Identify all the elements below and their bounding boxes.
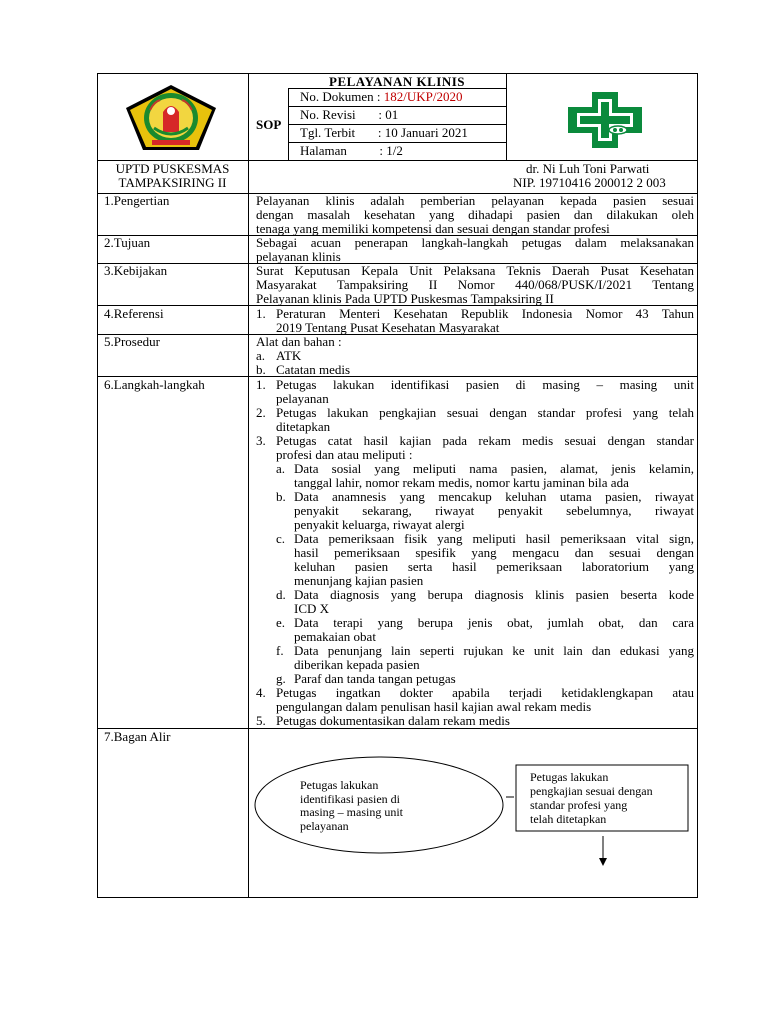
list-marker: a. (256, 348, 266, 363)
flowchart-box-text (530, 770, 653, 826)
list-marker: d. (276, 587, 286, 602)
flowchart-arrow-head (599, 858, 607, 866)
text-line: Data diagnosis yang berupa diagnosis klinis pasien beserta kode (294, 587, 694, 602)
text-line: Data sosial yang meliputi nama pasien, alamat, jenis kelamin, (294, 461, 694, 476)
substep-f (294, 644, 694, 672)
list-marker: f. (276, 643, 284, 658)
text-line: Data terapi yang berupa jenis obat, jumlah obat, dan cara (294, 615, 694, 630)
text-line: tanggal lahir, nomor rekam medis, nomor kartu jaminan bila ada (294, 475, 629, 490)
logo-column-divider (506, 73, 507, 161)
text-line: keluhan pasien serta hasil pemeriksaan laboratorium yang (294, 559, 694, 574)
text-line: Petugas catat hasil kajian pada rekam medis sesuai dengan standar (276, 433, 694, 448)
list-marker: 4. (256, 685, 266, 700)
table-left-border (97, 73, 98, 898)
label-bagan-alir: 7.Bagan Alir (104, 729, 171, 744)
label-pengertian: 1.Pengertian (104, 193, 170, 208)
label-langkah: 6.Langkah-langkah (104, 377, 205, 392)
text-line: pelayanan (300, 818, 349, 833)
text-line: 2019 Tentang Pusat Kesehatan Masyarakat (276, 320, 500, 335)
step-2 (276, 406, 694, 434)
doc-number-field (300, 90, 463, 104)
list-marker: 1. (256, 306, 266, 321)
substep-b (294, 490, 694, 532)
list-marker: c. (276, 531, 286, 546)
text-kebijakan (256, 264, 694, 306)
list-marker: b. (276, 489, 286, 504)
text-line: Data penunjang lain seperti rujukan ke unit lain dan edukasi yang (294, 643, 694, 658)
document-title: PELAYANAN KLINIS (329, 74, 465, 89)
list-item: Catatan medis (276, 362, 351, 377)
label-kebijakan: 3.Kebijakan (104, 263, 168, 278)
text-line: penyakit sekarang, riwayat penyakit sebelumnya, riwayat (294, 503, 694, 518)
step-5: Petugas dokumentasikan dalam rekam medis (276, 713, 510, 728)
text-line: Sebagai acuan penerapan langkah-langkah petugas dalam melaksanakan (256, 235, 694, 250)
substep-e (294, 616, 694, 644)
row-divider-langkah (97, 728, 698, 729)
list-marker: 2. (256, 405, 266, 420)
doc-number-label: No. Dokumen : (300, 89, 381, 104)
text-line: Peraturan Menteri Kesehatan Republik Indonesia Nomor 43 Tahun (276, 306, 694, 321)
text-line: Surat Keputusan Kepala Unit Pelaksana Teknis Daerah Pusat Kesehatan (256, 263, 694, 278)
list-marker: 1. (256, 377, 266, 392)
regency-emblem-logo (124, 84, 218, 152)
text-line: hasil pemeriksaan spesifik yang mengacu dan sesuai dengan (294, 545, 694, 560)
text-line: identifikasi pasien di (300, 791, 400, 806)
list-marker: 3. (256, 433, 266, 448)
list-marker: 5. (256, 713, 266, 728)
text-line: Data anamnesis yang mencakup keluhan utama pasien, riwayat (294, 489, 694, 504)
text-line: Masyarakat Tampaksiring II Nomor 440/068/PUSK/I/2021 Tentang (256, 277, 694, 292)
text-line: pemakaian obat (294, 629, 376, 644)
list-item: ATK (276, 348, 302, 363)
text-line: profesi dan atau meliputi : (276, 447, 413, 462)
substep-g: Paraf dan tanda tangan petugas (294, 671, 456, 686)
head-nip: NIP. 19710416 200012 2 003 (513, 175, 666, 190)
label-referensi: 4.Referensi (104, 306, 164, 321)
text-line: Pelayanan klinis adalah pemberian pelayanan kepada pasien sesuai (256, 193, 694, 208)
text-line: Petugas lakukan identifikasi pasien di masing – masing unit (276, 377, 694, 392)
text-line: dengan masalah kesehatan yang dihadapi pasien dan dilakukan oleh (256, 207, 694, 222)
text-line: penyakit keluarga, riwayat alergi (294, 517, 465, 532)
page-field: Halaman : 1/2 (300, 143, 403, 158)
step-3 (276, 434, 694, 462)
step-1 (276, 378, 694, 406)
text-line: telah ditetapkan (530, 812, 607, 826)
text-line: Pelayanan klinis Pada UPTD Puskesmas Tampaksiring II (256, 291, 554, 306)
text-line: tenaga yang memiliki kompetensi dan sesuai dengan standar profesi (256, 221, 610, 236)
text-tujuan (256, 236, 694, 264)
text-line: Petugas lakukan (300, 778, 379, 792)
step-4 (276, 686, 694, 714)
puskesmas-green-cross-logo (565, 90, 645, 150)
text-line: menunjang kajian pasien (294, 573, 424, 588)
text-line: pelayanan klinis (256, 249, 341, 264)
org-name-line1: UPTD PUSKESMAS (115, 161, 230, 176)
sop-column-divider (288, 88, 289, 160)
text-line: pengulangan dalam penulisan hasil kajian awal rekam medis (276, 699, 592, 714)
text-line: ditetapkan (276, 419, 331, 434)
head-name: dr. Ni Luh Toni Parwati (526, 161, 650, 176)
list-marker: a. (276, 461, 286, 476)
label-prosedur: 5.Prosedur (104, 334, 160, 349)
text-line: Petugas lakukan (530, 770, 609, 784)
text-line: Petugas lakukan pengkajian sesuai dengan standar profesi yang telah (276, 405, 694, 420)
label-tujuan: 2.Tujuan (104, 235, 151, 250)
text-referensi (276, 307, 694, 335)
text-line: ICD X (294, 601, 330, 616)
text-line: diberikan kepada pasien (294, 657, 420, 672)
text-line: Alat dan bahan : (256, 334, 342, 349)
flowchart-ellipse-text (300, 779, 403, 833)
doc-number-value: 182/UKP/2020 (383, 89, 463, 104)
text-line: pengkajian sesuai dengan (530, 784, 653, 798)
text-line: Petugas ingatkan dokter apabila terjadi ketidaklengkapan atau (276, 685, 694, 700)
revision-field: No. Revisi : 01 (300, 107, 399, 122)
list-marker: b. (256, 362, 266, 377)
substep-d (294, 588, 694, 616)
text-line: Data pemeriksaan fisik yang meliputi hasil pemeriksaan vital sign, (294, 531, 694, 546)
substep-c (294, 532, 694, 588)
org-name-line2: TAMPAKSIRING II (118, 175, 227, 190)
issue-date-field: Tgl. Terbit : 10 Januari 2021 (300, 125, 468, 140)
text-line: pelayanan (276, 391, 329, 406)
list-marker: e. (276, 615, 286, 630)
text-pengertian (256, 194, 694, 236)
text-line: standar profesi yang (530, 798, 628, 812)
list-marker: g. (276, 671, 286, 686)
text-line: masing – masing unit (300, 805, 403, 819)
sop-label: SOP (256, 117, 282, 132)
substep-a (294, 462, 694, 490)
